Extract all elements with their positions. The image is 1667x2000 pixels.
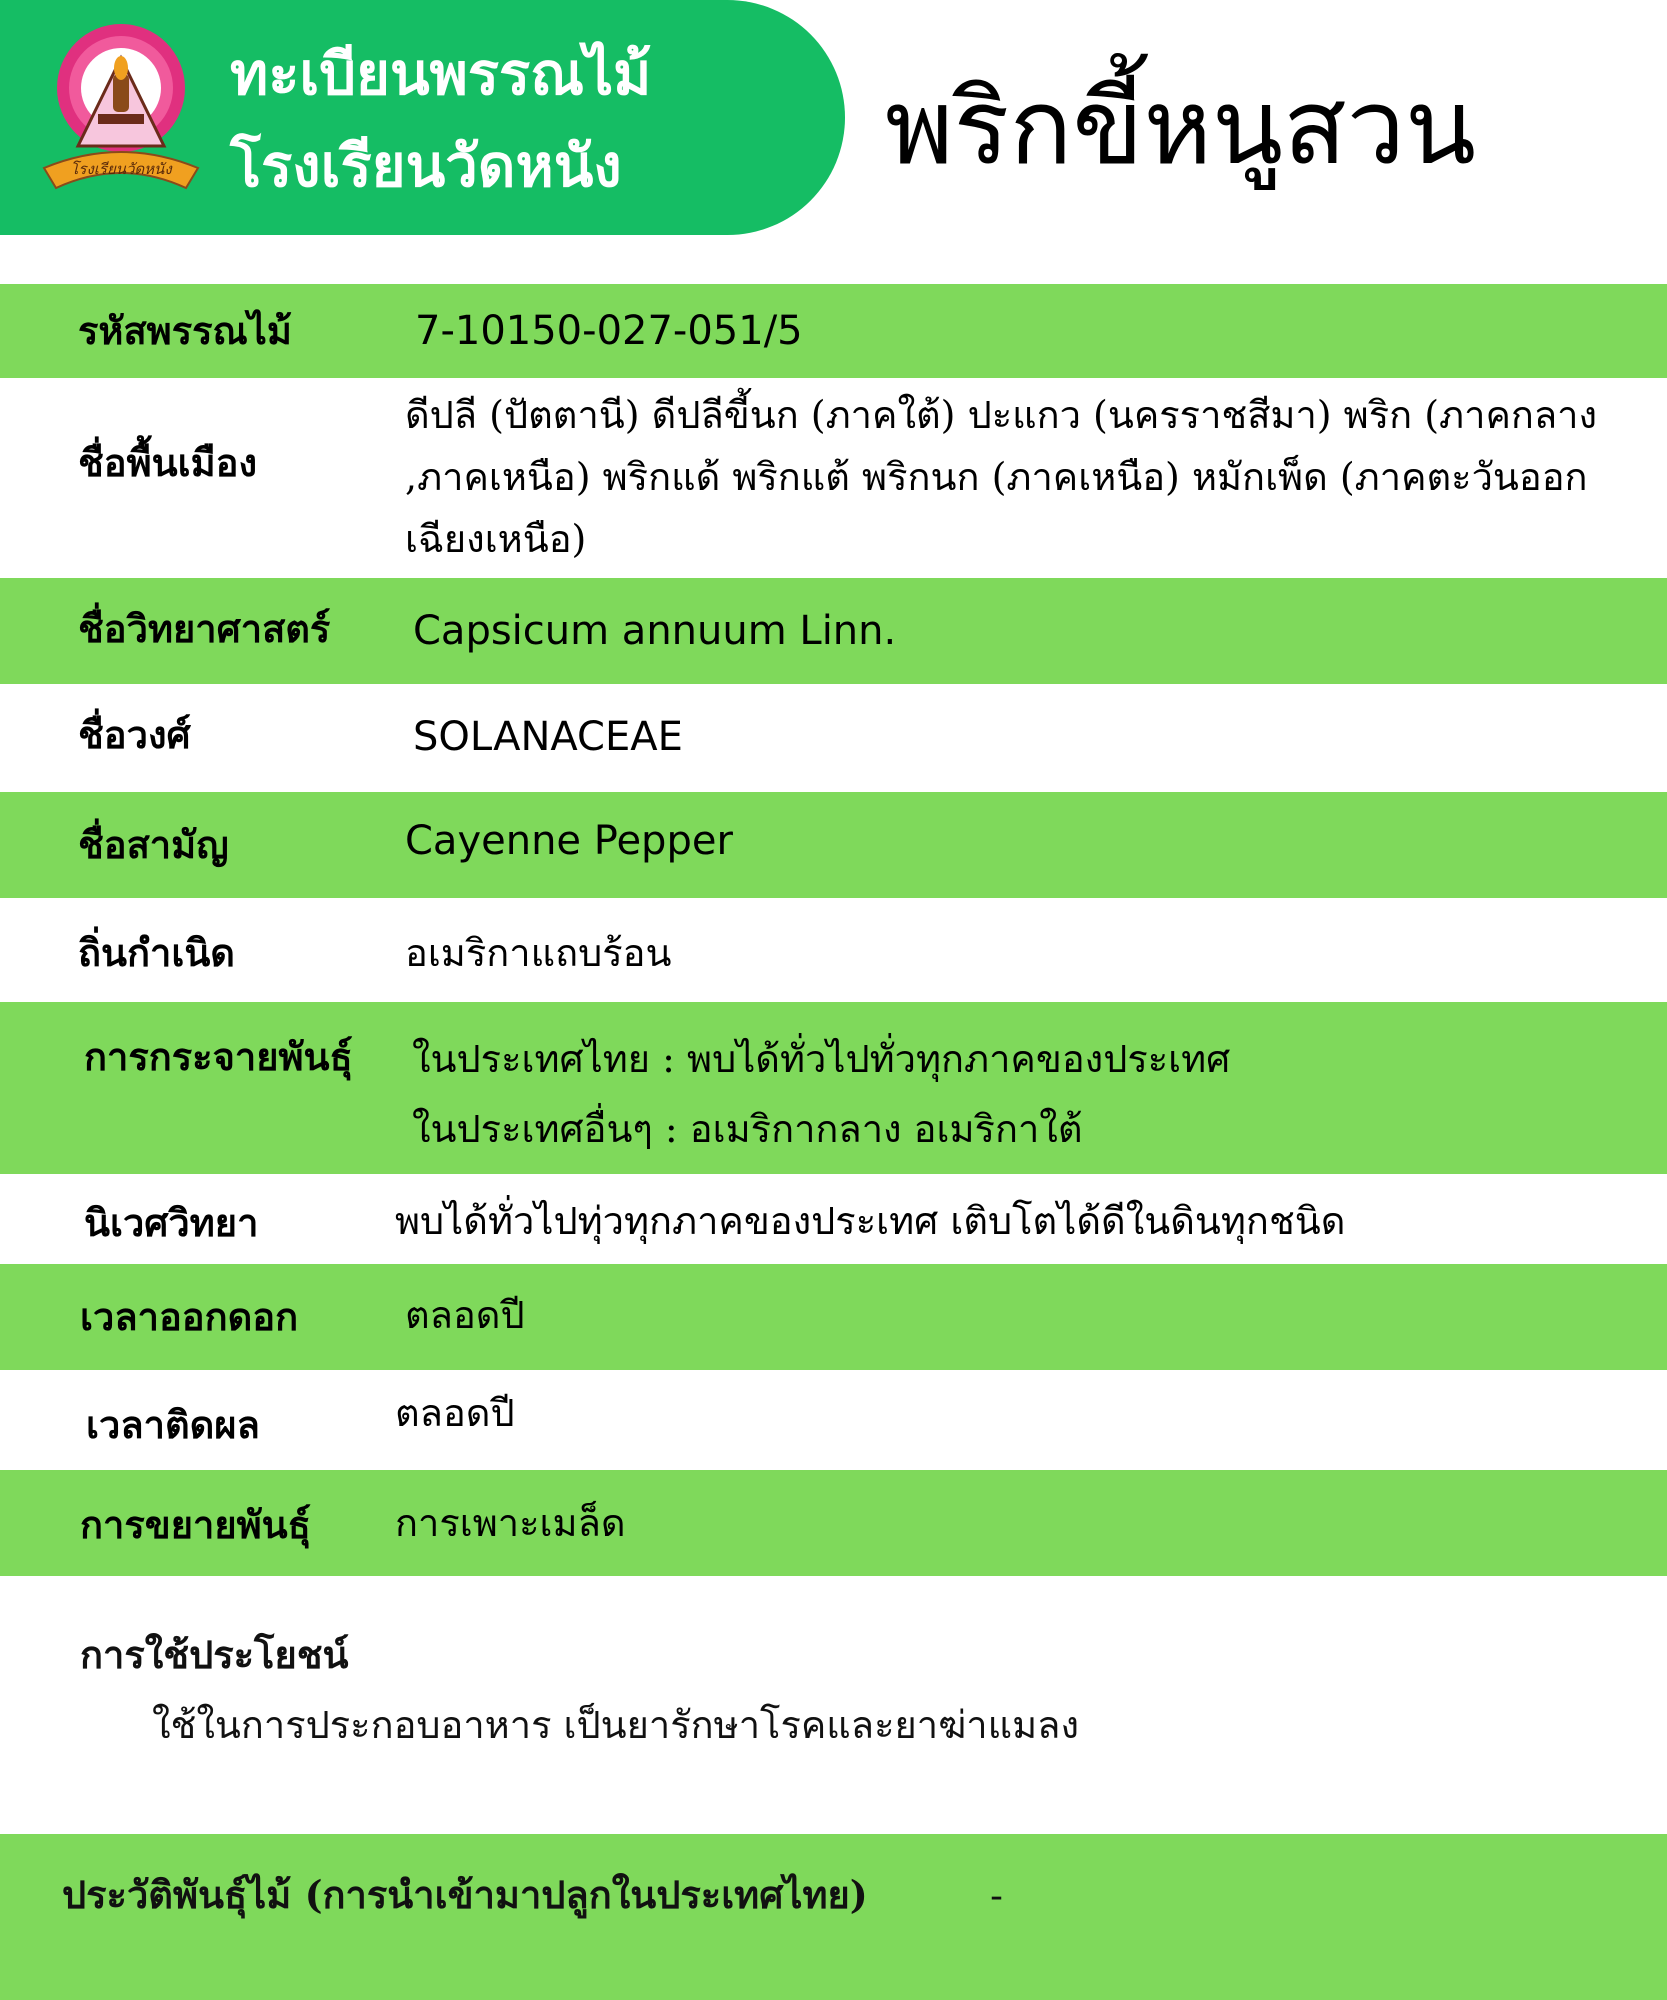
value-family: SOLANACEAE — [413, 714, 683, 760]
label-flowering: เวลาออกดอก — [80, 1294, 299, 1339]
row-code — [0, 284, 1667, 378]
value-common-name: Cayenne Pepper — [405, 818, 733, 864]
row-family — [0, 684, 1667, 792]
label-local-names: ชื่อพื้นเมือง — [78, 440, 258, 485]
row-origin — [0, 898, 1667, 1002]
label-origin: ถิ่นกำเนิด — [78, 930, 235, 975]
value-code: 7-10150-027-051/5 — [415, 308, 803, 354]
row-fruiting — [0, 1370, 1667, 1470]
label-ecology: นิเวศวิทยา — [84, 1200, 259, 1245]
value-distribution-thailand: ในประเทศไทย : พบได้ทั่วไปทั่วทุกภาคของประเทศ — [412, 1037, 1231, 1081]
plant-name-title: พริกขี้หนูสวน — [885, 66, 1477, 188]
row-ecology — [0, 1174, 1667, 1264]
label-benefits: การใช้ประโยชน์ — [80, 1632, 349, 1677]
row-distribution — [0, 1002, 1667, 1174]
label-common-name: ชื่อสามัญ — [78, 822, 229, 867]
value-local-names: ดีปลี (ปัตตานี) ดีปลีขี้นก (ภาคใต้) ปะแกว (นครราชสีมา) พริก (ภาคกลาง ,ภาคเหนือ) พริกแด้ พริกแต้ พริกนก (ภาคเหนือ) หมักเพ็ด (ภาคตะวันออกเฉียงเหนือ) — [405, 393, 1598, 561]
school-logo — [36, 18, 206, 208]
label-scientific-name: ชื่อวิทยาศาสตร์ — [78, 606, 331, 651]
logo-text: โรงเรียนวัดหนัง — [70, 160, 172, 178]
value-benefits: ใช้ในการประกอบอาหาร เป็นยารักษาโรคและยาฆ่าแมลง — [152, 1703, 1080, 1747]
header-title — [230, 28, 651, 212]
label-distribution: การกระจายพันธุ์ — [84, 1034, 353, 1079]
value-propagation: การเพาะเมล็ด — [395, 1501, 626, 1545]
value-scientific-name: Capsicum annuum Linn. — [413, 608, 897, 654]
label-code: รหัสพรรณไม้ — [78, 308, 292, 353]
value-ecology: พบได้ทั่วไปทุ่วทุกภาคของประเทศ เติบโตได้ดีในดินทุกชนิด — [395, 1199, 1346, 1243]
row-scientific-name — [0, 578, 1667, 684]
header-line-2: โรงเรียนวัดหนัง — [230, 132, 622, 200]
label-propagation: การขยายพันธุ์ — [80, 1502, 311, 1547]
row-flowering — [0, 1264, 1667, 1370]
value-flowering: ตลอดปี — [405, 1293, 525, 1337]
header-line-1: ทะเบียนพรรณไม้ — [230, 40, 652, 108]
label-history: ประวัติพันธุ์ไม้ (การนำเข้ามาปลูกในประเทศไทย) — [62, 1872, 868, 1917]
row-propagation — [0, 1470, 1667, 1576]
label-fruiting: เวลาติดผล — [86, 1402, 260, 1447]
value-distribution-abroad: ในประเทศอื่นๆ : อเมริกากลาง อเมริกาใต้ — [412, 1107, 1083, 1151]
value-fruiting: ตลอดปี — [395, 1391, 515, 1435]
row-local-names — [0, 378, 1667, 578]
value-history: - — [990, 1876, 1003, 1917]
value-origin: อเมริกาแถบร้อน — [405, 931, 672, 975]
row-common-name — [0, 792, 1667, 898]
label-family: ชื่อวงศ์ — [78, 712, 191, 757]
